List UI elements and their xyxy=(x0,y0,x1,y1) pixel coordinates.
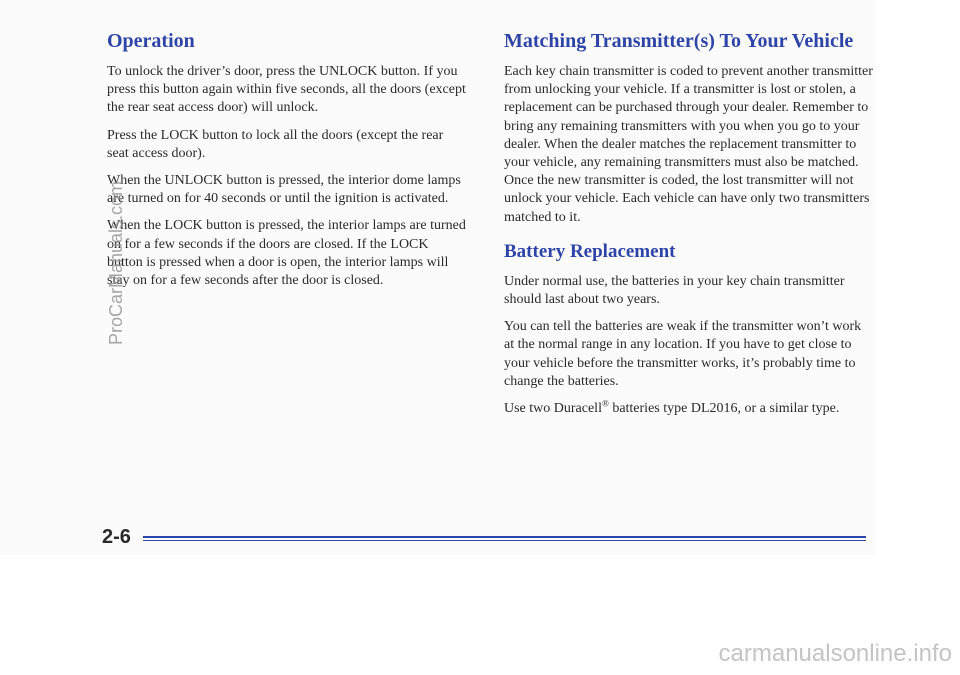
registered-mark: ® xyxy=(601,398,609,409)
side-watermark: ProCarManuals.com xyxy=(106,180,126,345)
footer-url-watermark: carmanualsonline.info xyxy=(718,640,952,667)
battery-type-before: Use two Duracell xyxy=(504,401,602,417)
page-number: 2-6 xyxy=(102,526,131,548)
lock-paragraph: Press the LOCK button to lock all the doors (except the rear seat access door). xyxy=(107,127,444,161)
interior-lamps-paragraph: When the LOCK button is pressed, the interior lamps are turned on for a few seconds if the doors are closed. If the LOCK button is pressed when a door is open, the interior lamps will stay on for a few seconds after the door is closed. xyxy=(107,218,466,289)
battery-type-after: batteries type DL2016, or a similar type. xyxy=(608,401,840,417)
matching-transmitters-heading: Matching Transmitter(s) To Your Vehicle xyxy=(504,30,854,52)
battery-replacement-heading: Battery Replacement xyxy=(504,240,676,262)
left-column xyxy=(107,30,467,299)
matching-paragraph: Each key chain transmitter is coded to prevent another transmitter from unlocking your vehicle. If a transmitter is lost or stolen, a replacement can be purchased through your dealer. Remember to bring any remaining transmitters with you when you go to your dealer. When the dealer matches the replacement transmitter to your vehicle, any remaining transmitters must also be matched. Once the new transmitter is coded, the lost transmitter will not unlock your vehicle. Each vehicle can have only two transmitters matched to it. xyxy=(504,64,873,225)
battery-life-paragraph: Under normal use, the batteries in your key chain transmitter should last about two years. xyxy=(504,273,845,308)
unlock-paragraph: To unlock the driver’s door, press the UNLOCK button. If you press this button again within five seconds, all the doors (except the rear seat access door) will unlock. xyxy=(107,64,466,116)
right-column xyxy=(504,30,874,427)
footer-rule-thin xyxy=(143,540,866,541)
footer-rule xyxy=(143,536,866,538)
battery-type-paragraph xyxy=(504,400,874,418)
operation-heading: Operation xyxy=(107,30,195,52)
dome-lamps-paragraph: When the UNLOCK button is pressed, the interior dome lamps are turned on for 40 seconds or until the ignition is activated. xyxy=(107,173,461,207)
weak-battery-paragraph: You can tell the batteries are weak if the transmitter won’t work at the normal range in any location. If you have to get close to your vehicle before the transmitter works, it’s probably time to change the batteries. xyxy=(504,319,862,389)
